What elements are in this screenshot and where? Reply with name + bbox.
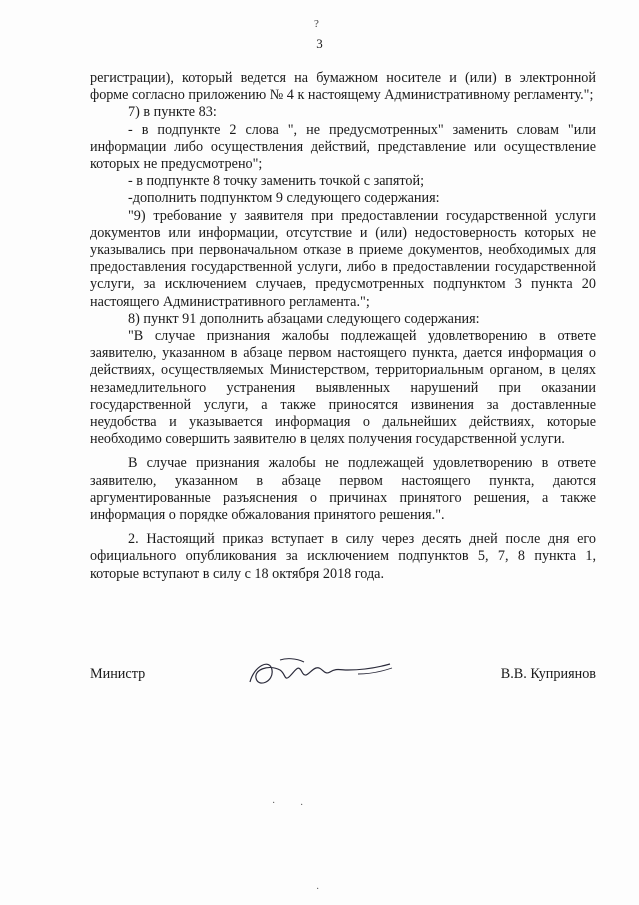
paragraph-complaint-satisfied: "В случае признания жалобы подлежащей удовлетворению в ответе заявителю, указанном в абзаце первом настоящего пункта, дается информация о действиях, осуществляемых Министерством, территориальным органом, в целях незамедлительного устранения выявленных нарушений при оказании государственной услуги, а также приносятся извинения за доставленные неудобства и указывается информация о дальнейших действиях, которые необходимо совершить заявителю в целях получения государственной услуги. bbox=[90, 328, 596, 448]
signatory-name: В.В. Куприянов bbox=[500, 666, 596, 682]
paragraph-item-7-heading: 7) в пункте 83: bbox=[128, 104, 217, 121]
paragraph-effective-date: 2. Настоящий приказ вступает в силу через десять дней после дня его официального опубликования за исключением подпунктов 5, 7, 8 пункта 1, которые вступают в силу с 18 октября 2018 года. bbox=[90, 531, 596, 582]
signature-block bbox=[90, 660, 596, 700]
handwritten-signature bbox=[240, 648, 400, 698]
document-body bbox=[90, 70, 596, 583]
paragraph-complaint-rejected: В случае признания жалобы не подлежащей удовлетворению в ответе заявителю, указанном в абзаце первом настоящего пункта, даются аргументированные разъяснения о причинах принятого решения, а также информация о порядке обжалования принятого решения.". bbox=[90, 455, 596, 524]
scan-speck: · bbox=[300, 800, 304, 811]
paragraph-item-8-heading: 8) пункт 91 дополнить абзацами следующего содержания: bbox=[128, 310, 480, 327]
page-number: 3 bbox=[316, 36, 323, 51]
paragraph-subitem-8: - в подпункте 8 точку заменить точкой с запятой; bbox=[128, 173, 425, 190]
paragraph-registration-continuation: регистрации), который ведется на бумажном носителе и (или) в электронной форме согласно приложению № 4 к настоящему Административному регламенту."; bbox=[90, 70, 596, 104]
signatory-position: Министр bbox=[90, 666, 146, 682]
paragraph-subitem-9-text: "9) требование у заявителя при предоставлении государственной услуги документов или информации, отсутствие и (или) недостоверность которых не указывались при первоначальном отказе в приеме документов, необходимых для предоставления государственной услуги, либо в предоставлении государственной услуги, за исключением случаев, предусмотренных подпунктом 3 пункта 20 настоящего Административного регламента."; bbox=[90, 207, 596, 310]
scan-speck: · bbox=[316, 884, 320, 895]
paragraph-add-subitem-9: -дополнить подпунктом 9 следующего содержания: bbox=[128, 190, 440, 207]
top-margin-mark: ? bbox=[314, 18, 319, 30]
paragraph-subitem-2: - в подпункте 2 слова ", не предусмотренных" заменить словам "или информации либо осуществления действий, представление или осуществление которых не предусмотрено"; bbox=[90, 121, 596, 173]
scan-speck: · bbox=[272, 798, 276, 809]
